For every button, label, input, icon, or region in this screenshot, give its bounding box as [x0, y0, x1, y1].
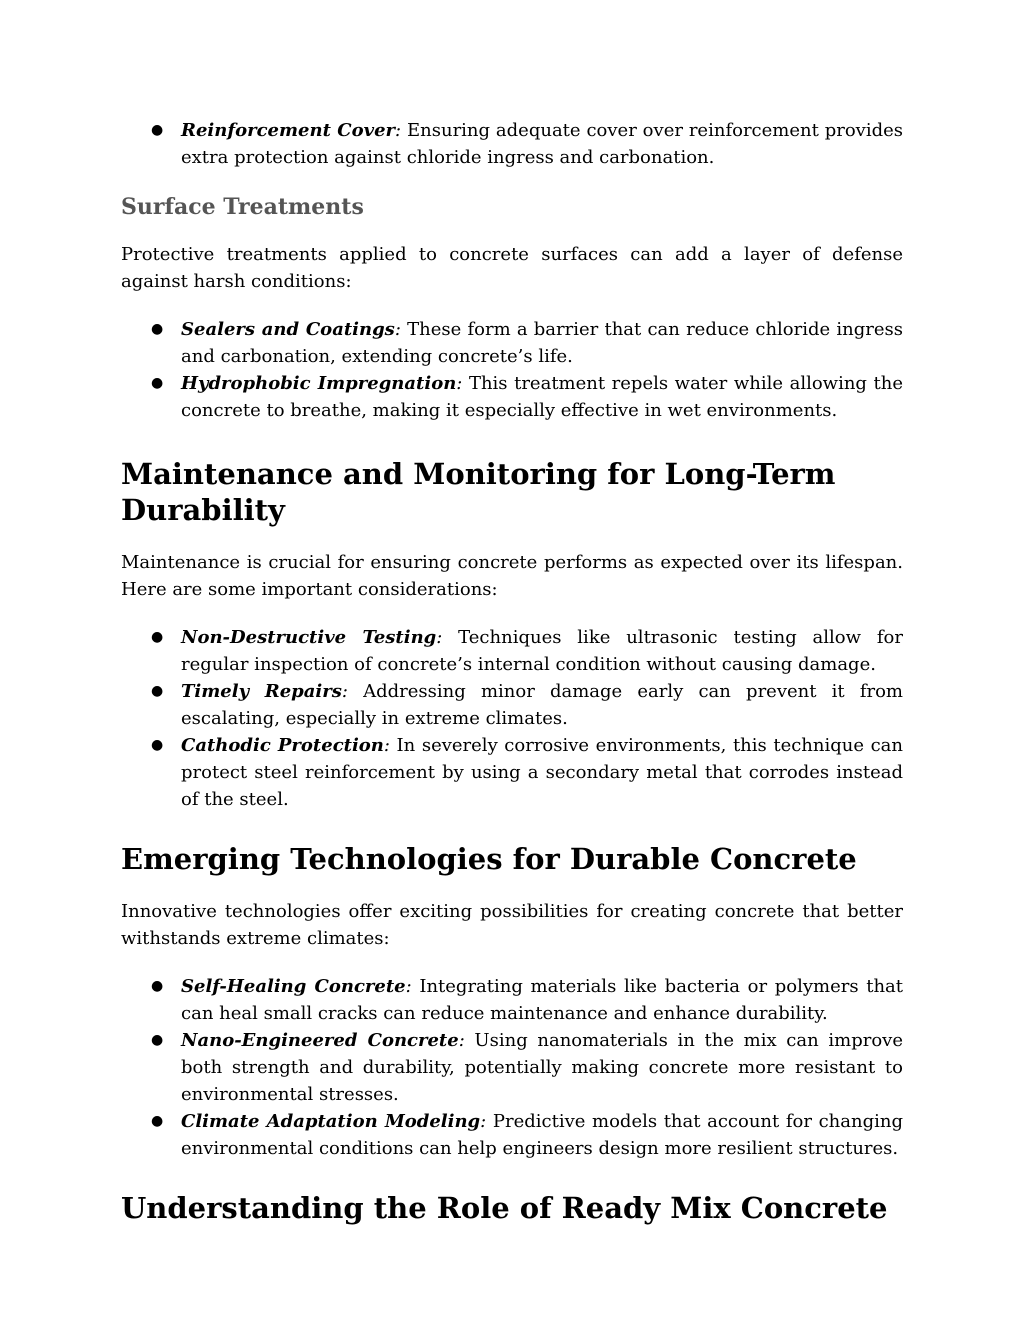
- heading-emerging-technologies: Emerging Technologies for Durable Concrete: [121, 842, 857, 876]
- term-colon: :: [394, 319, 401, 340]
- bullet-icon: ●: [151, 375, 164, 391]
- bullet-icon: ●: [151, 1113, 164, 1129]
- list-item-term: Sealers and Coatings: [181, 319, 395, 340]
- list-item-term: Cathodic Protection: [181, 735, 384, 756]
- bullet-icon: ●: [151, 321, 164, 337]
- list-item: [121, 117, 903, 171]
- list-item-term: Non-Destructive Testing: [181, 627, 437, 648]
- document-page: [121, 117, 903, 1226]
- list-item: [121, 678, 903, 732]
- bullet-list-reinforcement: [121, 117, 903, 171]
- bullet-icon: ●: [151, 737, 164, 753]
- bullet-icon: ●: [151, 122, 164, 138]
- term-colon: :: [395, 120, 402, 141]
- list-item: [121, 732, 903, 813]
- list-item-text: Addressing minor damage early can prevent it from escalating, especially in extreme climates.: [181, 681, 903, 729]
- bullet-icon: ●: [151, 629, 164, 645]
- list-item-term: Timely Repairs: [181, 681, 342, 702]
- heading-ready-mix: Understanding the Role of Ready Mix Concrete: [121, 1191, 888, 1225]
- term-colon: :: [341, 681, 348, 702]
- paragraph-emerging-intro: Innovative technologies offer exciting possibilities for creating concrete that better withstands extreme climates:: [121, 901, 903, 949]
- bullet-list-emerging: [121, 973, 903, 1162]
- list-item-text: In severely corrosive environments, this technique can protect steel reinforcement by using a secondary metal that corrodes instead of the steel.: [181, 735, 903, 810]
- list-item: [121, 973, 903, 1027]
- term-colon: :: [436, 627, 443, 648]
- list-item-text: Using nanomaterials in the mix can improve both strength and durability, potentially making concrete more resistant to environmental stresses.: [181, 1030, 903, 1105]
- list-item: [121, 316, 903, 370]
- list-item-text: Techniques like ultrasonic testing allow for regular inspection of concrete’s internal condition without causing damage.: [181, 627, 903, 675]
- bullet-list-surface: [121, 316, 903, 424]
- term-colon: :: [456, 373, 463, 394]
- paragraph-maintenance-intro: Maintenance is crucial for ensuring concrete performs as expected over its lifespan. Here are some important considerations:: [121, 552, 903, 600]
- list-item-text: Ensuring adequate cover over reinforcement provides extra protection against chloride ingress and carbonation.: [181, 120, 904, 168]
- list-item-text: These form a barrier that can reduce chloride ingress and carbonation, extending concrete’s life.: [181, 319, 903, 367]
- list-item-text: Integrating materials like bacteria or polymers that can heal small cracks can reduce maintenance and enhance durability.: [181, 976, 903, 1024]
- paragraph-surface-intro: Protective treatments applied to concrete surfaces can add a layer of defense against harsh conditions:: [121, 244, 903, 292]
- term-colon: :: [480, 1111, 487, 1132]
- list-item: [121, 1027, 903, 1108]
- bullet-icon: ●: [151, 1032, 164, 1048]
- list-item: [121, 370, 903, 424]
- term-colon: :: [383, 735, 390, 756]
- list-item-term: Self-Healing Concrete: [181, 976, 406, 997]
- subheading-surface-treatments: Surface Treatments: [121, 194, 364, 220]
- list-item-term: Hydrophobic Impregnation: [181, 373, 457, 394]
- term-colon: :: [458, 1030, 465, 1051]
- heading-maintenance: Maintenance and Monitoring for Long-Term Durability: [121, 457, 836, 527]
- term-colon: :: [405, 976, 412, 997]
- list-item-term: Reinforcement Cover: [181, 120, 396, 141]
- list-item-term: Climate Adaptation Modeling: [181, 1111, 481, 1132]
- list-item-text: Predictive models that account for changing environmental conditions can help engineers design more resilient structures.: [181, 1111, 903, 1159]
- list-item: [121, 624, 903, 678]
- bullet-icon: ●: [151, 978, 164, 994]
- bullet-icon: ●: [151, 683, 164, 699]
- list-item-text: This treatment repels water while allowing the concrete to breathe, making it especially effective in wet environments.: [181, 373, 903, 421]
- bullet-list-maintenance: [121, 624, 903, 813]
- list-item-term: Nano-Engineered Concrete: [181, 1030, 459, 1051]
- list-item: [121, 1108, 903, 1162]
